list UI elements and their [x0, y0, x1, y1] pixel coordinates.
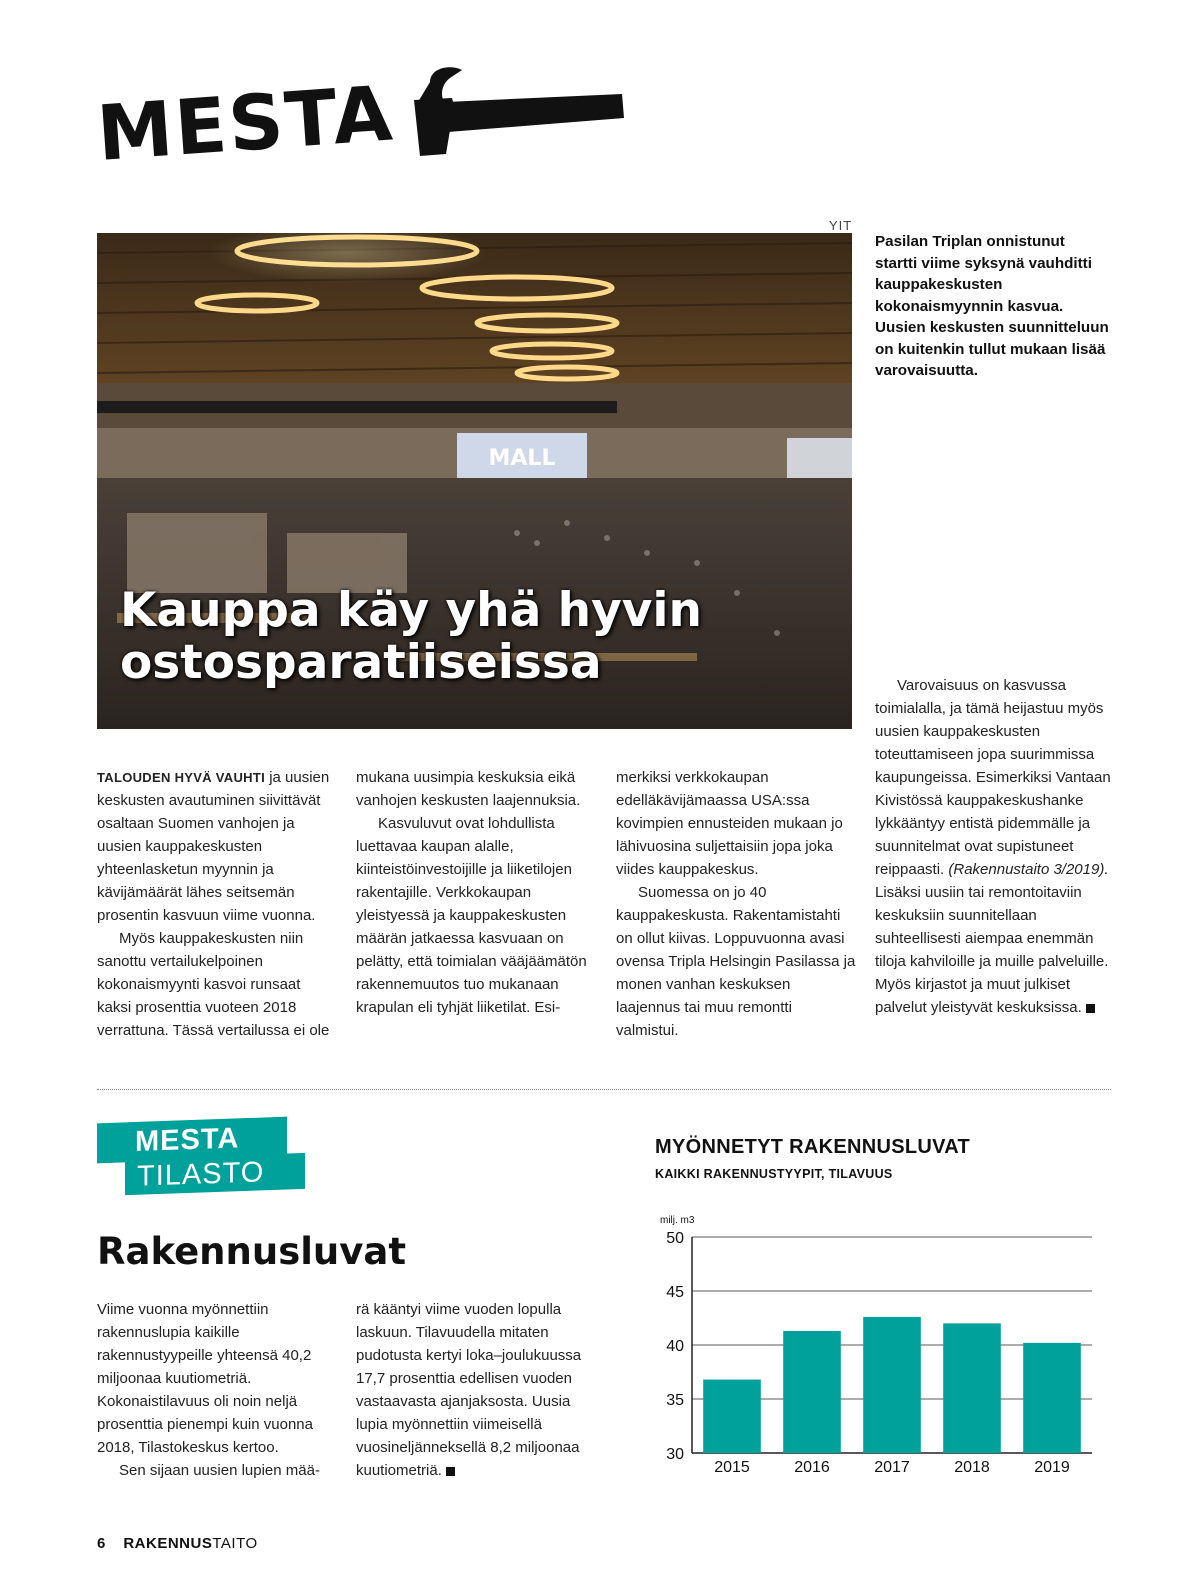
chart-subtitle: KAIKKI RAKENNUSTYYPIT, TILAVUUS [655, 1167, 893, 1181]
lead-paragraph: Pasilan Triplan onnistunut startti viime syksynä vauhditti kauppakeskusten kokonaismyynnin kasvua. Uusien keskusten suunnitteluun on kuitenkin tullut mukaan lisää varovaisuutta. [875, 233, 1109, 379]
section-title: Rakennusluvat [97, 1230, 407, 1273]
y-tick-label: 30 [666, 1446, 684, 1463]
mall-sign: MALL [488, 446, 556, 471]
stats-text: rä kääntyi viime vuoden lopulla laskuun. Tilavuudella mitaten pudotusta kertyi loka–joulukuussa 17,7 prosenttia edellisen vuoden vastaavasta ajanjaksosta. Uusia lupia myönnettiin viimeisellä vuosineljänneksellä 8,2 miljoonaa kuutiometriä. [356, 1301, 582, 1479]
article-text: merkiksi verkkokaupan edelläkävijämaassa USA:ssa kovimpien ennusteiden mukaan jo lähivuosina suljettaisiin jopa joka viides kauppakeskus. [616, 769, 843, 878]
article-column-2 [356, 766, 596, 1019]
badge-top: MESTA [97, 1117, 287, 1164]
article-reference: (Rakennustaito 3/2019). [948, 861, 1109, 878]
article-text: Kasvuluvut ovat lohdullista luettavaa kaupan alalle, kiinteistöinvestoijille ja liiketilojen rakentajille. Verkkokaupan yleistyessä ja kauppakeskusten määrän jatkaessa kasvuaan on pelätty, että toimialan vääjäämätön rakennemuutos tuo mukanaan krapulan eli tyhjät liiketilat. Esi- [356, 815, 587, 1016]
bar-chart [650, 1205, 1110, 1485]
x-tick-label: 2015 [714, 1459, 750, 1476]
hammer-icon [390, 62, 660, 192]
x-tick-label: 2016 [794, 1459, 830, 1476]
bar-2017 [863, 1317, 921, 1453]
headline-line1: Kauppa käy yhä hyvin [120, 583, 702, 638]
masthead [94, 62, 660, 202]
masthead-title: MESTA [94, 68, 397, 178]
stats-column-1 [97, 1298, 337, 1482]
bar-2019 [1023, 1343, 1081, 1453]
bar-2016 [783, 1331, 841, 1453]
lead-caps: TALOUDEN HYVÄ VAUHTI [97, 770, 266, 785]
article-column-4 [875, 674, 1113, 1019]
article-text: mukana uusimpia keskuksia eikä vanhojen keskusten laajennuksia. [356, 769, 581, 809]
article-column-1 [97, 766, 337, 1042]
badge-bottom: TILASTO [125, 1153, 305, 1195]
end-mark-icon [1086, 1004, 1095, 1013]
headline [120, 585, 820, 689]
article-text: Varovaisuus on kasvussa toimialalla, ja tämä heijastuu myös uusien kauppakeskusten toteuttamiseen jopa suurimmissa kaupungeissa. Esimerkiksi Vantaan Kivistössä kauppakeskushanke lykkääntyy entistä pidemmälle ja suunnitelmat ovat supistuneet reippaasti. [875, 677, 1111, 878]
bar-2015 [703, 1380, 761, 1453]
y-tick-label: 35 [666, 1392, 684, 1409]
article-text: Lisäksi uusiin tai remontoitaviin keskuksiin suunnitellaan suhteellisesti aiempaa enemmän tiloja kahviloille ja muille palveluille. Myös kirjastot ja muut julkiset palvelut yleistyvät keskuksissa. [875, 884, 1109, 1016]
brand-bold: RAKENNUS [123, 1535, 213, 1552]
section-divider [97, 1089, 1111, 1090]
y-tick-label: 45 [666, 1284, 684, 1301]
page-number: 6 [97, 1535, 106, 1552]
headline-line2: ostosparatiiseissa [120, 635, 602, 690]
photo-credit: YIT [829, 218, 853, 233]
stats-text: Sen sijaan uusien lupien mää- [119, 1462, 320, 1479]
x-tick-label: 2019 [1034, 1459, 1070, 1476]
chart-title: MYÖNNETYT RAKENNUSLUVAT [655, 1136, 971, 1158]
x-tick-label: 2018 [954, 1459, 990, 1476]
stats-column-2 [356, 1298, 596, 1482]
article-text: Myös kauppakeskusten niin sanottu vertailukelpoinen kokonaismyynti kasvoi runsaat kaksi prosenttia vuoteen 2018 verrattuna. Tässä vertailussa ei ole [97, 930, 330, 1039]
x-tick-label: 2017 [874, 1459, 910, 1476]
chart-ylabel: milj. m3 [660, 1215, 695, 1226]
stats-text: Viime vuonna myönnettiin rakennuslupia kaikille rakennustyypeille yhteensä 40,2 miljoonaa kuutiometriä. Kokonaistilavuus oli noin neljä prosenttia pienempi kuin vuonna 2018, Tilastokeskus kertoo. [97, 1301, 313, 1456]
bar-2018 [943, 1323, 1001, 1453]
y-tick-label: 50 [666, 1230, 684, 1247]
article-column-3 [616, 766, 856, 1042]
page-footer [97, 1535, 258, 1552]
y-tick-label: 40 [666, 1338, 684, 1355]
end-mark-icon [446, 1467, 455, 1476]
article-text: ja uusien keskusten avautuminen siivittävät osaltaan Suomen vanhojen ja uusien kauppakeskusten yhteenlasketun myynnin ja kävijämäärät lähes seitsemän prosentin kasvuun viime vuonna. [97, 769, 330, 924]
brand-light: TAITO [212, 1535, 258, 1552]
mesta-tilasto-badge [97, 1120, 307, 1192]
article-text: Suomessa on jo 40 kauppakeskusta. Rakentamistahti on ollut kiivas. Loppuvuonna avasi ovensa Tripla Helsingin Pasilassa ja monen vanhan keskuksen laajennus tai muu remontti valmistui. [616, 884, 856, 1039]
